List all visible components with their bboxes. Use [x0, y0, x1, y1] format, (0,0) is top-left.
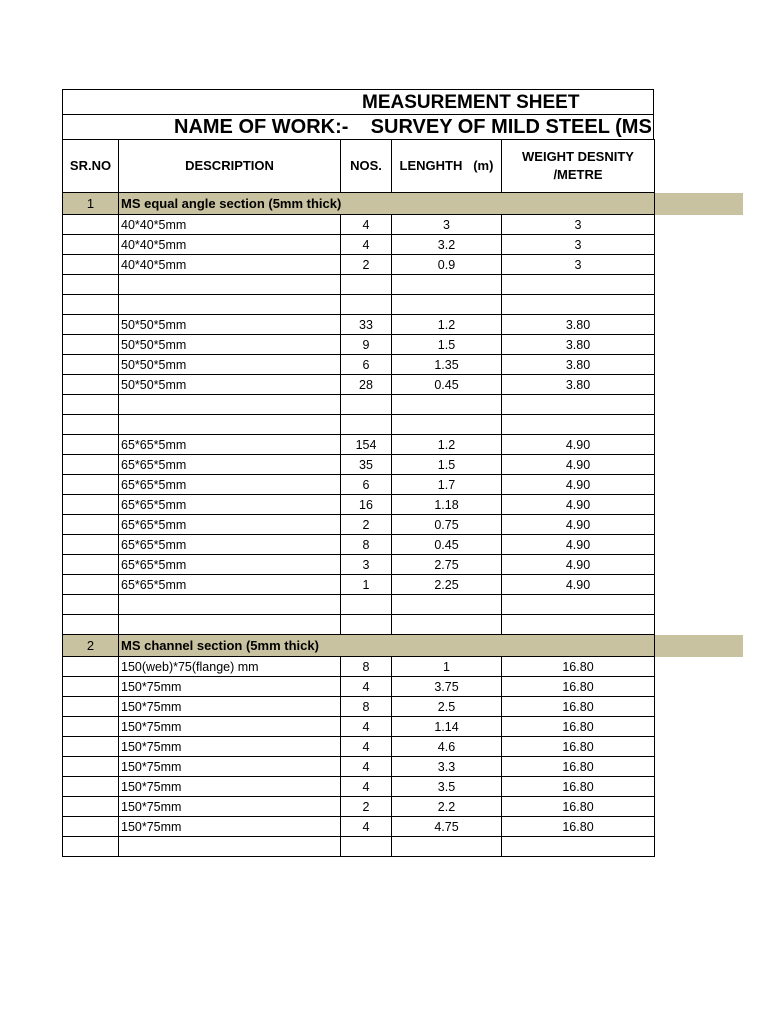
description-cell: [119, 595, 341, 615]
weight-cell: 4.90: [502, 515, 655, 535]
sr-no-cell: [63, 657, 119, 677]
overflow-cell: [655, 415, 743, 435]
table-row: [63, 817, 743, 837]
table-row: [63, 455, 743, 475]
nos-cell: 8: [341, 535, 392, 555]
description-cell: 40*40*5mm: [119, 235, 341, 255]
table-row: [63, 595, 743, 615]
nos-cell: 4: [341, 737, 392, 757]
length-cell: 4.6: [392, 737, 502, 757]
table-row: [63, 315, 743, 335]
weight-cell: 4.90: [502, 475, 655, 495]
weight-cell: 4.90: [502, 535, 655, 555]
sr-no-cell: [63, 737, 119, 757]
overflow-cell: [655, 615, 743, 635]
sr-no-cell: [63, 595, 119, 615]
description-cell: 50*50*5mm: [119, 335, 341, 355]
weight-cell: 3: [502, 255, 655, 275]
nos-cell: [341, 837, 392, 857]
nos-cell: 4: [341, 817, 392, 837]
nos-cell: 154: [341, 435, 392, 455]
weight-cell: 3.80: [502, 355, 655, 375]
weight-cell: [502, 395, 655, 415]
title-row: [62, 89, 654, 114]
length-cell: 1.2: [392, 315, 502, 335]
length-cell: [392, 395, 502, 415]
table-row: [63, 837, 743, 857]
nos-cell: 4: [341, 235, 392, 255]
section-band-extension: [655, 635, 743, 657]
measurement-sheet: [62, 89, 768, 857]
table-row: [63, 295, 743, 315]
overflow-cell: [655, 275, 743, 295]
nos-cell: 4: [341, 215, 392, 235]
overflow-cell: [655, 837, 743, 857]
table-row: [63, 797, 743, 817]
weight-cell: 16.80: [502, 817, 655, 837]
length-cell: 1.14: [392, 717, 502, 737]
table-row: [63, 717, 743, 737]
length-cell: 1.5: [392, 335, 502, 355]
length-cell: 2.5: [392, 697, 502, 717]
nos-cell: [341, 415, 392, 435]
sr-no-cell: [63, 275, 119, 295]
name-of-work: [174, 115, 652, 139]
table-row: [63, 375, 743, 395]
sr-no-cell: [63, 777, 119, 797]
sr-no-cell: [63, 495, 119, 515]
nos-cell: [341, 395, 392, 415]
weight-cell: 16.80: [502, 657, 655, 677]
weight-cell: [502, 275, 655, 295]
overflow-cell: [655, 555, 743, 575]
sr-no-cell: [63, 615, 119, 635]
overflow-cell: [655, 595, 743, 615]
description-cell: 65*65*5mm: [119, 455, 341, 475]
length-cell: 4.75: [392, 817, 502, 837]
nos-cell: 3: [341, 555, 392, 575]
description-cell: 65*65*5mm: [119, 515, 341, 535]
description-cell: 50*50*5mm: [119, 375, 341, 395]
col-header-nos: NOS.: [341, 140, 392, 193]
description-cell: 65*65*5mm: [119, 435, 341, 455]
nos-cell: [341, 275, 392, 295]
nos-cell: 35: [341, 455, 392, 475]
overflow-cell: [655, 697, 743, 717]
weight-cell: 3.80: [502, 335, 655, 355]
sr-no-cell: [63, 395, 119, 415]
description-cell: 150(web)*75(flange) mm: [119, 657, 341, 677]
table-row: [63, 515, 743, 535]
description-cell: [119, 275, 341, 295]
table-row: [63, 475, 743, 495]
nos-cell: 4: [341, 777, 392, 797]
col-header-weight-line1: WEIGHT DESNITY: [522, 149, 634, 164]
length-cell: 3.5: [392, 777, 502, 797]
length-cell: 2.2: [392, 797, 502, 817]
length-cell: 0.9: [392, 255, 502, 275]
sr-no-cell: [63, 677, 119, 697]
overflow-cell: [655, 255, 743, 275]
weight-cell: [502, 415, 655, 435]
sr-no-cell: [63, 575, 119, 595]
table-row: [63, 737, 743, 757]
weight-cell: 4.90: [502, 555, 655, 575]
sr-no-cell: [63, 375, 119, 395]
description-cell: 65*65*5mm: [119, 575, 341, 595]
table-row: [63, 697, 743, 717]
nos-cell: [341, 595, 392, 615]
weight-cell: [502, 295, 655, 315]
length-cell: 1.2: [392, 435, 502, 455]
sr-no-cell: [63, 535, 119, 555]
weight-cell: 16.80: [502, 757, 655, 777]
sr-no-cell: [63, 295, 119, 315]
length-cell: 1.7: [392, 475, 502, 495]
table-row: [63, 415, 743, 435]
overflow-cell: [655, 455, 743, 475]
nos-cell: 8: [341, 657, 392, 677]
sr-no-cell: [63, 555, 119, 575]
nos-cell: 4: [341, 677, 392, 697]
description-cell: 150*75mm: [119, 677, 341, 697]
table-row: [63, 495, 743, 515]
table-row: [63, 335, 743, 355]
sr-no-cell: [63, 335, 119, 355]
nos-cell: 16: [341, 495, 392, 515]
length-cell: 0.75: [392, 515, 502, 535]
weight-cell: 4.90: [502, 575, 655, 595]
length-cell: 1.35: [392, 355, 502, 375]
table-row: [63, 677, 743, 697]
table-row: [63, 275, 743, 295]
col-header-sr-no: SR.NO: [63, 140, 119, 193]
overflow-cell: [655, 535, 743, 555]
sr-no-cell: [63, 475, 119, 495]
length-cell: [392, 615, 502, 635]
length-cell: 2.25: [392, 575, 502, 595]
length-cell: 1.5: [392, 455, 502, 475]
length-cell: [392, 275, 502, 295]
nos-cell: 2: [341, 255, 392, 275]
overflow-cell: [655, 375, 743, 395]
description-cell: 50*50*5mm: [119, 355, 341, 375]
weight-cell: 16.80: [502, 677, 655, 697]
table-row: [63, 435, 743, 455]
nos-cell: 28: [341, 375, 392, 395]
weight-cell: 4.90: [502, 455, 655, 475]
description-cell: [119, 295, 341, 315]
table-row: [63, 757, 743, 777]
sr-no-cell: [63, 515, 119, 535]
nos-cell: 6: [341, 355, 392, 375]
length-cell: 3: [392, 215, 502, 235]
section-sr-no: 1: [63, 193, 119, 215]
overflow-cell: [655, 757, 743, 777]
measurement-table: [62, 139, 743, 857]
overflow-cell: [655, 515, 743, 535]
weight-cell: 3: [502, 235, 655, 255]
table-row: [63, 535, 743, 555]
length-cell: 3.75: [392, 677, 502, 697]
table-row: [63, 657, 743, 677]
column-header-row: [63, 140, 743, 193]
description-cell: 150*75mm: [119, 697, 341, 717]
length-cell: 3.2: [392, 235, 502, 255]
table-row: [63, 215, 743, 235]
sr-no-cell: [63, 215, 119, 235]
name-of-work-row: [62, 114, 654, 139]
section-title: MS channel section (5mm thick): [119, 635, 655, 657]
length-cell: 1: [392, 657, 502, 677]
description-cell: [119, 837, 341, 857]
weight-cell: [502, 595, 655, 615]
overflow-cell: [655, 797, 743, 817]
length-cell: 1.18: [392, 495, 502, 515]
nos-cell: 6: [341, 475, 392, 495]
overflow-cell: [655, 495, 743, 515]
table-row: [63, 615, 743, 635]
nos-cell: 9: [341, 335, 392, 355]
nos-cell: 2: [341, 515, 392, 535]
sr-no-cell: [63, 435, 119, 455]
sr-no-cell: [63, 817, 119, 837]
overflow-cell: [655, 215, 743, 235]
table-row: [63, 355, 743, 375]
overflow-cell: [655, 657, 743, 677]
overflow-cell: [655, 295, 743, 315]
length-cell: [392, 295, 502, 315]
overflow-cell: [655, 777, 743, 797]
table-row: [63, 235, 743, 255]
sr-no-cell: [63, 717, 119, 737]
overflow-cell: [655, 817, 743, 837]
description-cell: 150*75mm: [119, 797, 341, 817]
nos-cell: 2: [341, 797, 392, 817]
nos-cell: 1: [341, 575, 392, 595]
sr-no-cell: [63, 355, 119, 375]
sheet-title: MEASUREMENT SHEET: [362, 92, 580, 113]
nos-cell: 4: [341, 717, 392, 737]
overflow-cell: [655, 737, 743, 757]
table-row: [63, 555, 743, 575]
overflow-cell: [655, 475, 743, 495]
section-header-row: [63, 635, 743, 657]
weight-cell: 16.80: [502, 777, 655, 797]
overflow-cell: [655, 575, 743, 595]
table-row: [63, 575, 743, 595]
description-cell: 40*40*5mm: [119, 255, 341, 275]
overflow-cell: [655, 235, 743, 255]
sr-no-cell: [63, 455, 119, 475]
col-header-length: LENGHTH (m): [392, 140, 502, 193]
description-cell: 50*50*5mm: [119, 315, 341, 335]
length-cell: 0.45: [392, 535, 502, 555]
description-cell: 65*65*5mm: [119, 535, 341, 555]
description-cell: 65*65*5mm: [119, 475, 341, 495]
weight-cell: 4.90: [502, 435, 655, 455]
overflow-cell: [655, 335, 743, 355]
sr-no-cell: [63, 315, 119, 335]
overflow-cell: [655, 717, 743, 737]
description-cell: 150*75mm: [119, 777, 341, 797]
overflow-cell: [655, 140, 743, 193]
sr-no-cell: [63, 255, 119, 275]
nos-cell: 8: [341, 697, 392, 717]
description-cell: 40*40*5mm: [119, 215, 341, 235]
nos-cell: 4: [341, 757, 392, 777]
overflow-cell: [655, 677, 743, 697]
length-cell: 3.3: [392, 757, 502, 777]
weight-cell: 3.80: [502, 315, 655, 335]
overflow-cell: [655, 395, 743, 415]
sr-no-cell: [63, 415, 119, 435]
nos-cell: 33: [341, 315, 392, 335]
sr-no-cell: [63, 797, 119, 817]
description-cell: [119, 615, 341, 635]
length-cell: 2.75: [392, 555, 502, 575]
description-cell: 65*65*5mm: [119, 555, 341, 575]
col-header-weight-line2: /METRE: [553, 167, 603, 182]
weight-cell: 3.80: [502, 375, 655, 395]
sr-no-cell: [63, 697, 119, 717]
section-band-extension: [655, 193, 743, 215]
section-header-row: [63, 193, 743, 215]
nos-cell: [341, 295, 392, 315]
table-row: [63, 255, 743, 275]
description-cell: 150*75mm: [119, 717, 341, 737]
description-cell: 150*75mm: [119, 817, 341, 837]
table-row: [63, 777, 743, 797]
col-header-description: DESCRIPTION: [119, 140, 341, 193]
weight-cell: [502, 615, 655, 635]
description-cell: 150*75mm: [119, 757, 341, 777]
length-cell: 0.45: [392, 375, 502, 395]
length-cell: [392, 837, 502, 857]
overflow-cell: [655, 435, 743, 455]
weight-cell: 4.90: [502, 495, 655, 515]
nos-cell: [341, 615, 392, 635]
weight-cell: 16.80: [502, 697, 655, 717]
weight-cell: 16.80: [502, 797, 655, 817]
weight-cell: 3: [502, 215, 655, 235]
overflow-cell: [655, 315, 743, 335]
description-cell: [119, 415, 341, 435]
name-of-work-value: SURVEY OF MILD STEEL (MS: [370, 116, 652, 138]
weight-cell: [502, 837, 655, 857]
section-sr-no: 2: [63, 635, 119, 657]
description-cell: 65*65*5mm: [119, 495, 341, 515]
table-row: [63, 395, 743, 415]
sr-no-cell: [63, 757, 119, 777]
section-title: MS equal angle section (5mm thick): [119, 193, 655, 215]
overflow-cell: [655, 355, 743, 375]
col-header-weight: [502, 140, 655, 193]
name-of-work-label: NAME OF WORK:-: [174, 116, 349, 138]
length-cell: [392, 415, 502, 435]
weight-cell: 16.80: [502, 737, 655, 757]
description-cell: 150*75mm: [119, 737, 341, 757]
sr-no-cell: [63, 837, 119, 857]
sr-no-cell: [63, 235, 119, 255]
length-cell: [392, 595, 502, 615]
weight-cell: 16.80: [502, 717, 655, 737]
description-cell: [119, 395, 341, 415]
